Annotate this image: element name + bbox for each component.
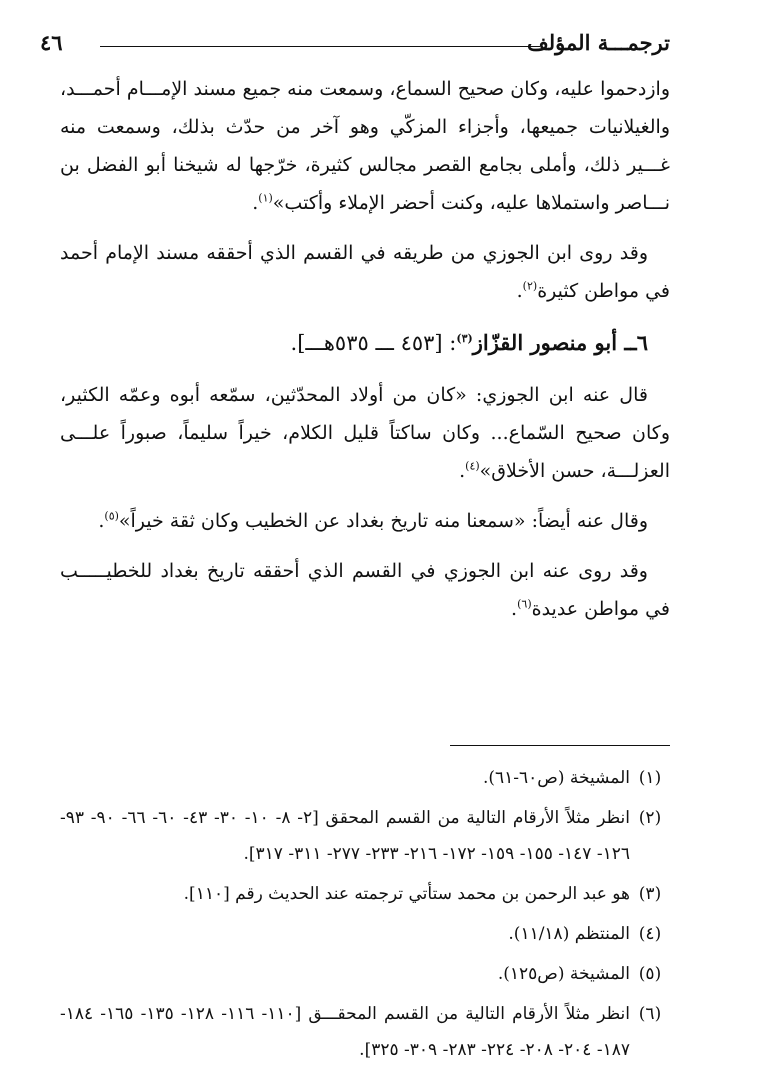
footnote-4 [60,916,670,952]
footnote-ref-5: (٥) [104,509,119,523]
footnote-number: (٣) [638,884,662,904]
paragraph-3-end: . [459,460,466,482]
paragraph-5-end: . [511,598,518,620]
paragraph-2-end: . [516,280,523,302]
main-text [60,70,670,640]
page-number: ٤٦ [40,30,63,55]
footnote-ref-1: (١) [258,191,273,205]
footnote-number: (٦) [638,1004,662,1024]
running-header [40,30,670,60]
paragraph-1-text: وازدحموا عليه، وكان صحيح السماع، وسمعت منه جميع مسند الإمـــام أحمـــد، والغيلانيات جميعها، وأجزاء المزكّي وهو آخر من حدّث بذلك، وسمعت منه غـــير ذلك، وأملى بجامع القصر مجالس كثيرة، خرّجها له شيخنا أبو الفضل بن نـــاصر واستملاها عليه، وكنت أحضر الإملاء وأكتب» [60,78,670,214]
paragraph-2 [60,234,670,310]
footnotes [60,760,670,1072]
paragraph-3 [60,376,670,490]
section-heading-text: ٦ــ أبو منصور القزّاز [472,330,648,355]
footnote-text: المنتظم (١١/١٨). [508,924,630,944]
paragraph-3-text: قال عنه ابن الجوزي: «كان من أولاد المحدّثين، سمّعه أبوه وعمّه الكثير، وكان صحيح السّماع... وكان ساكتاً قليل الكلام، خيراً سليماً، صبوراً علـــى العزلـــة، حسن الأخلاق» [60,384,670,482]
footnote-ref-4: (٤) [465,459,480,473]
paragraph-4-text: وقال عنه أيضاً: «سمعنا منه تاريخ بغداد عن الخطيب وكان ثقة خيراً» [118,510,648,532]
footnote-text: انظر مثلاً الأرقام التالية من القسم المحقق [٢- ٨- ١٠- ٣٠- ٤٣- ٦٠- ٦٦- ٩٠- ٩٣- ١٢٦- ١٤٧- ١٥٥- ١٥٩- ١٧٢- ٢١٦- ٢٣٣- ٢٧٧- ٣١١- ٣١٧]. [60,808,630,864]
footnote-ref-2: (٢) [522,279,538,293]
footnote-6 [60,996,670,1068]
footnote-number: (١) [638,768,662,788]
paragraph-5 [60,552,670,628]
footnote-text: هو عبد الرحمن بن محمد ستأتي ترجمته عند الحديث رقم [١١٠]. [183,884,630,904]
section-heading [60,322,670,364]
footnote-ref-3: (٣) [456,332,473,345]
footnote-text: المشيخة (ص١٢٥). [497,964,630,984]
footnote-1 [60,760,670,796]
footnote-ref-6: (٦) [517,597,532,611]
footnote-2 [60,800,670,872]
paragraph-1 [60,70,670,222]
paragraph-1-end: . [252,192,259,214]
footnote-text: المشيخة (ص٦٠-٦١). [482,768,630,788]
paragraph-4-end: . [98,510,105,532]
paragraph-4 [60,502,670,540]
footnote-number: (٥) [638,964,662,984]
footnote-number: (٢) [638,808,662,828]
paragraph-2-text: وقد روى ابن الجوزي من طريقه في القسم الذي أحققه مسند الإمام أحمد في مواطن كثيرة [60,242,670,302]
section-heading-dates: : [٤٥٣ ـــ ٥٣٥هـــ]. [290,331,457,355]
running-title: ترجمـــة المؤلف [527,30,670,55]
paragraph-5-text: وقد روى عنه ابن الجوزي في القسم الذي أحققه تاريخ بغداد للخطيـــــب في مواطن عديدة [60,560,670,620]
footnote-number: (٤) [638,924,662,944]
header-rule [100,46,540,47]
footnote-separator [450,745,670,746]
footnote-5 [60,956,670,992]
footnote-text: انظر مثلاً الأرقام التالية من القسم المحقـــق [١١٠- ١١٦- ١٢٨- ١٣٥- ١٦٥- ١٨٤- ١٨٧- ٢٠٤- ٢٠٨- ٢٢٤- ٢٨٣- ٣٠٩- ٣٢٥]. [60,1004,630,1060]
footnote-3 [60,876,670,912]
